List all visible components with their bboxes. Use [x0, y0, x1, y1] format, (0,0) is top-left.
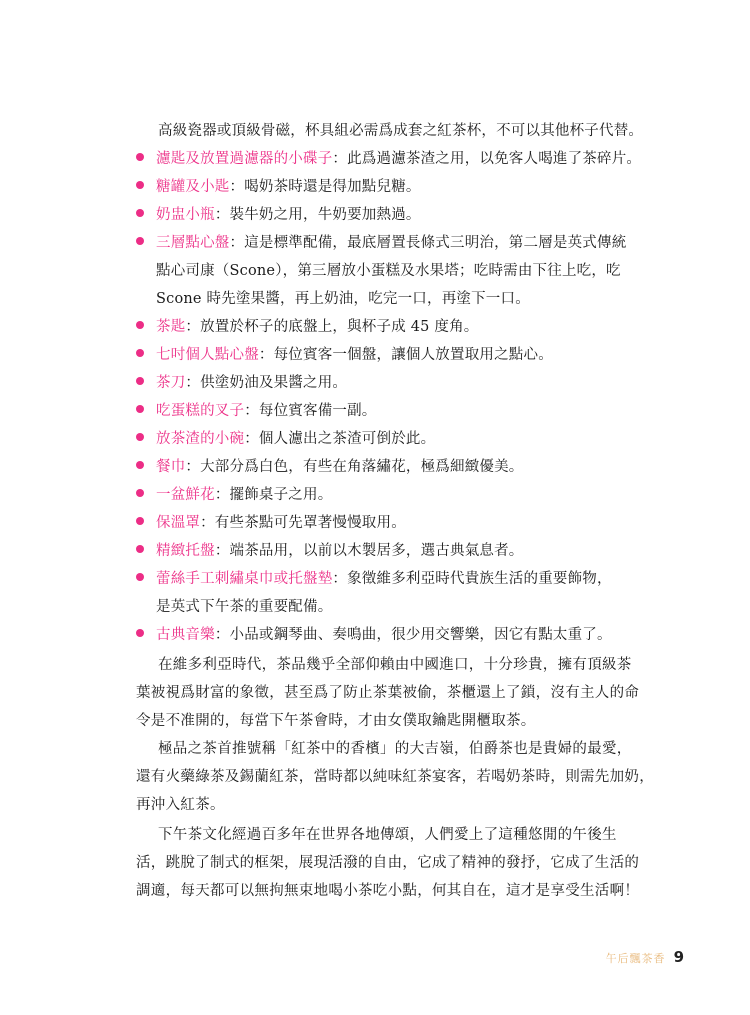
- list-item: [136, 177, 421, 197]
- paragraph-line: 還有火藥綠茶及錫蘭紅茶，當時都以純味紅茶宴客，若喝奶茶時，則需先加奶，: [136, 769, 654, 785]
- item-term: 茶刀: [156, 375, 186, 391]
- bullet-icon: [136, 461, 144, 469]
- item-term: 七吋個人點心盤: [156, 347, 259, 363]
- bullet-icon: [136, 629, 144, 637]
- item-term: 茶匙: [156, 319, 186, 335]
- page-number: 9: [673, 948, 684, 966]
- bullet-icon: [136, 153, 144, 161]
- item-term: 古典音樂: [156, 627, 215, 643]
- item-continuation: 點心司康（Scone），第三層放小蛋糕及水果塔；吃時需由下往上吃，吃: [156, 263, 621, 279]
- bullet-icon: [136, 405, 144, 413]
- paragraph-line: 葉被視爲財富的象徵，甚至爲了防止茶葉被偷，茶櫃還上了鎖，沒有主人的命: [136, 685, 640, 701]
- item-term: 餐巾: [156, 459, 186, 475]
- item-desc: ：供塗奶油及果醬之用。: [185, 375, 348, 391]
- list-item: [136, 485, 332, 505]
- list-item: [136, 513, 406, 533]
- list-item: [136, 457, 524, 477]
- item-desc: ：大部分爲白色，有些在角落繡花，極爲細緻優美。: [185, 459, 524, 475]
- item-desc: ：小品或鋼琴曲、奏鳴曲，很少用交響樂，因它有點太重了。: [214, 627, 612, 643]
- paragraph-line: 再沖入紅茶。: [136, 797, 225, 813]
- item-desc: ：裝牛奶之用，牛奶要加熱過。: [214, 207, 421, 223]
- item-continuation: 是英式下午茶的重要配備。: [156, 599, 333, 615]
- item-continuation: Scone 時先塗果醬，再上奶油，吃完一口，再塗下一口。: [156, 291, 530, 307]
- item-desc: ：放置於杯子的底盤上，與杯子成 45 度角。: [185, 319, 479, 335]
- item-desc: ：每位賓客一個盤，讓個人放置取用之點心。: [258, 347, 553, 363]
- bullet-icon: [136, 517, 144, 525]
- item-term: 濾匙及放置過濾器的小碟子: [156, 151, 333, 167]
- list-item: [136, 625, 612, 645]
- bullet-icon: [136, 209, 144, 217]
- bullet-icon: [136, 181, 144, 189]
- paragraph-line: 調適，每天都可以無拘無束地喝小茶吃小點，何其自在，這才是享受生活啊！: [136, 883, 640, 899]
- paragraph-line: 極品之茶首推號稱「紅茶中的香檳」的大吉嶺，伯爵茶也是貴婦的最愛，: [158, 741, 632, 757]
- page-footer: [606, 948, 684, 966]
- list-item: [136, 569, 612, 589]
- footer-book-title: 午后飄茶香: [605, 952, 666, 965]
- intro-line: 高級瓷器或頂級骨磁，杯具組必需爲成套之紅茶杯，不可以其他杯子代替。: [158, 123, 644, 139]
- list-item: [136, 401, 377, 421]
- bullet-icon: [136, 377, 144, 385]
- list-item: [136, 233, 626, 253]
- item-desc: ：擺飾桌子之用。: [214, 487, 333, 503]
- item-term: 奶盅小瓶: [156, 207, 215, 223]
- item-term: 一盆鮮花: [156, 487, 215, 503]
- list-item: [136, 317, 478, 337]
- list-item: [136, 149, 641, 169]
- item-desc: ：每位賓客備一副。: [244, 403, 377, 419]
- item-term: 蕾絲手工刺繡桌巾或托盤墊: [156, 571, 333, 587]
- bullet-icon: [136, 489, 144, 497]
- item-term: 放茶渣的小碗: [156, 431, 245, 447]
- item-desc: ：喝奶茶時還是得加點兒糖。: [229, 179, 421, 195]
- bullet-icon: [136, 545, 144, 553]
- paragraph-line: 令是不准開的，每當下午茶會時，才由女僕取鑰匙開櫃取茶。: [136, 713, 536, 729]
- list-item: [136, 373, 347, 393]
- item-term: 三層點心盤: [156, 235, 230, 251]
- paragraph-line: 下午茶文化經過百多年在世界各地傳頌，人們愛上了這種悠閒的午後生: [158, 827, 617, 843]
- bullet-icon: [136, 349, 144, 357]
- item-term: 糖罐及小匙: [156, 179, 230, 195]
- item-desc: ：個人濾出之茶渣可倒於此。: [244, 431, 436, 447]
- bullet-icon: [136, 321, 144, 329]
- list-item: [136, 205, 421, 225]
- item-desc: ：象徵維多利亞時代貴族生活的重要飾物，: [332, 571, 612, 587]
- item-term: 保溫罩: [156, 515, 201, 531]
- item-desc: ：端茶品用，以前以木製居多，選古典氣息者。: [214, 543, 524, 559]
- list-item: [136, 429, 435, 449]
- list-item: [136, 541, 524, 561]
- item-desc: ：有些茶點可先罩著慢慢取用。: [200, 515, 406, 531]
- item-desc: ：此爲過濾茶渣之用，以免客人喝進了茶碎片。: [332, 151, 642, 167]
- paragraph-line: 在維多利亞時代，茶品幾乎全部仰賴由中國進口，十分珍貴，擁有頂級茶: [158, 657, 632, 673]
- item-term: 精緻托盤: [156, 543, 215, 559]
- bullet-icon: [136, 573, 144, 581]
- item-term: 吃蛋糕的叉子: [156, 403, 245, 419]
- list-item: [136, 345, 553, 365]
- bullet-icon: [136, 433, 144, 441]
- bullet-icon: [136, 237, 144, 245]
- item-desc: ：這是標準配備，最底層置長條式三明治，第二層是英式傳統: [229, 235, 627, 251]
- paragraph-line: 活，跳脫了制式的框架，展現活潑的自由，它成了精神的發抒，它成了生活的: [136, 855, 640, 871]
